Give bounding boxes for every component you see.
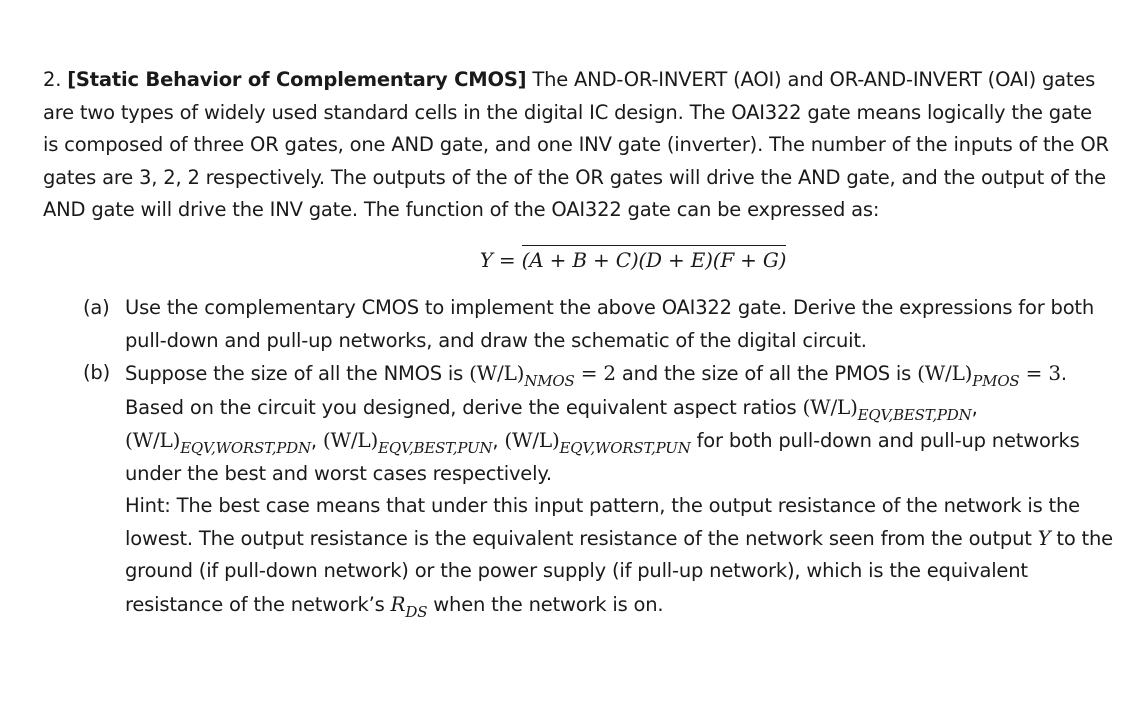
equation-equals: = (492, 247, 522, 272)
part-b-text-1: Suppose the size of all the NMOS is (125, 362, 470, 385)
part-a-text: Use the complementary CMOS to implement the above OAI322 gate. Derive the expressions for both pull-down and pull-up networks, and draw the schematic of the digital circuit. (125, 296, 1095, 352)
problem-title: [Static Behavior of Complementary CMOS] (67, 68, 527, 91)
hint-rds: $R_{DS}$ (390, 591, 428, 621)
problem-document (43, 64, 1113, 621)
problem-intro-text: The AND-OR-INVERT (AOI) and OR-AND-INVERT (OAI) gates are two types of widely used standard cells in the digital IC design. The OAI322 gate means logically the gate is composed of three OR gates, one AND gate, and one INV gate (inverter). The number of the inputs of the OR gates are 3, 2, 2 respectively. The outputs of the of the OR gates will drive the AND gate, and the output of the AND gate will drive the INV gate. The function of the OAI322 gate can be expressed as: (43, 68, 1109, 221)
hint (43, 490, 1113, 621)
problem-intro (43, 64, 1113, 227)
part-b-text-2: and the size of all the PMOS is (615, 362, 918, 385)
oai322-equation (43, 244, 1113, 277)
ratio-worst-pdn: $(W/L)_{EQV,WORST,PDN}$ (125, 428, 311, 457)
equation-rhs: (A + B + C)(D + E)(F + G) (522, 245, 787, 273)
hint-text-1: Hint: The best case means that under this input pattern, the output resistance of the network is the lowest. The output resistance is the equivalent resistance of the network seen from the output (125, 494, 1080, 550)
part-a-label: (a) (83, 296, 110, 319)
ratio-best-pun: $(W/L)_{EQV,BEST,PUN}$ (322, 428, 493, 457)
part-b: (b) Suppose the size of all the NMOS is $(W/L)_{NMOS} = 2$ and the size of all the PMOS is $(W/L)_{PMOS} = 3$. Based on the circuit you designed, derive the equivalent aspect ratios $(W/L)_{EQV,BEST,PDN}$, $(W/L)_{EQV,WORST,PDN}$, $(W/L)_{EQV,BEST,PUN}$, $(W/L)_{EQV,WORST,PUN}$ for both pull-down and pull-up networks under the best and worst cases respectively. (43, 357, 1113, 490)
hint-output-y: Y (1037, 526, 1051, 550)
equation-lhs: Y (479, 247, 493, 272)
ratio-best-pdn: $(W/L)_{EQV,BEST,PDN}$ (802, 394, 972, 424)
part-b-text-4: for both pull-down and pull-up networks under the best and worst cases respectively. (125, 429, 1080, 485)
pmos-size: $(W/L)_{PMOS} = 3$ (917, 361, 1061, 390)
hint-text-3: when the network is on. (427, 592, 664, 616)
problem-number: 2. (43, 68, 62, 91)
part-a (43, 292, 1113, 357)
hint-text-2: to the ground (if pull-down network) or the power supply (if pull-up network), which is the equivalent resistance of the network’s (125, 526, 1113, 616)
part-b-label: (b) (83, 361, 110, 384)
nmos-size: $(W/L)_{NMOS} = 2$ (469, 361, 616, 390)
part-b-text-3: . Based on the circuit you designed, derive the equivalent aspect ratios (125, 362, 1067, 419)
ratio-worst-pun: $(W/L)_{EQV,WORST,PUN}$ (504, 428, 691, 457)
